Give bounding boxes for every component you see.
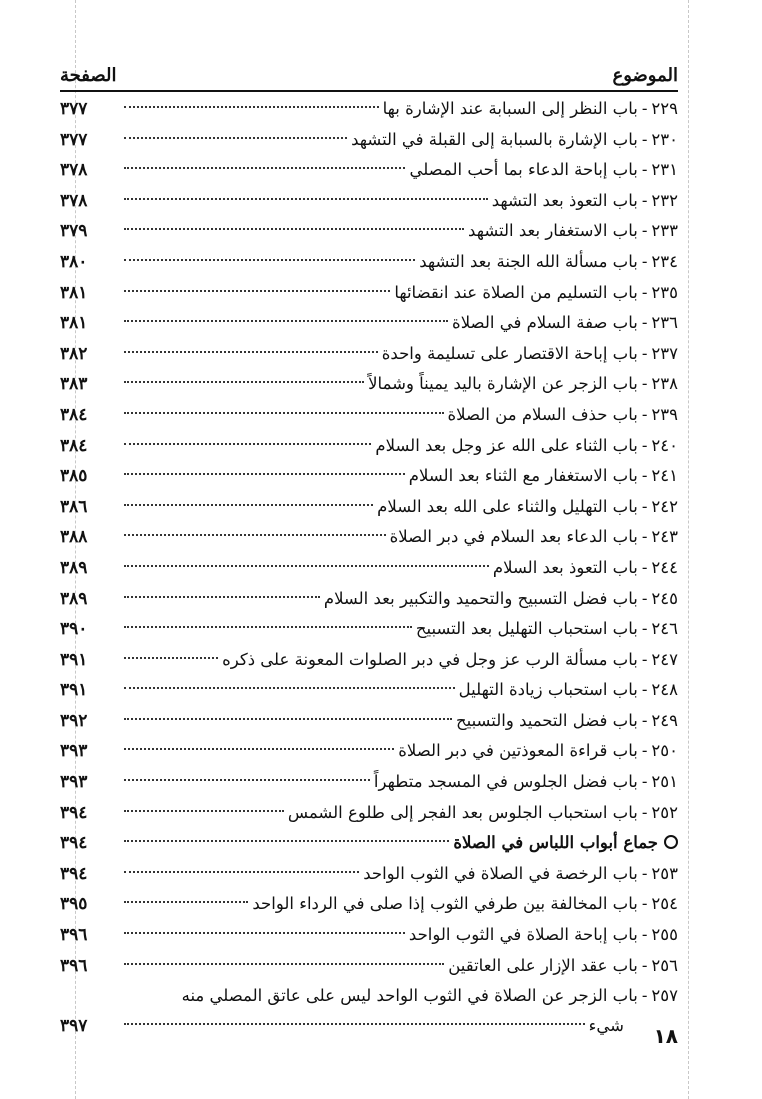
entry-title: باب فضل التسبيح والتحميد والتكبير بعد السلام <box>323 588 638 608</box>
toc-entry <box>60 492 678 523</box>
entry-page: ٣٩٦ <box>60 955 88 976</box>
entry-page: ٣٩١ <box>60 680 88 701</box>
toc-entry <box>60 278 678 309</box>
entry-title: باب استحباب زيادة التهليل <box>458 680 638 700</box>
entry-number: ٢٣٥ <box>651 282 678 302</box>
entry-dash: - <box>641 741 648 761</box>
entry-number: ٢٣٢ <box>651 190 678 210</box>
entry-dash: - <box>641 588 648 608</box>
entry-page: ٣٨٦ <box>60 496 88 517</box>
entry-title: باب فضل التحميد والتسبيح <box>455 710 638 730</box>
entry-title: باب مسألة الرب عز وجل في دبر الصلوات المعونة على ذكره <box>222 649 638 669</box>
toc-list <box>60 94 678 1042</box>
entry-dash: - <box>641 190 648 210</box>
toc-entry <box>60 461 678 492</box>
toc-entry <box>60 859 678 890</box>
leader-dots <box>124 596 320 598</box>
leader-dots <box>124 687 455 689</box>
entry-dash: - <box>641 160 648 180</box>
entry-title: باب التعوذ بعد التشهد <box>491 190 638 210</box>
entry-title: باب عقد الإزار على العاتقين <box>448 955 638 975</box>
entry-title: باب مسألة الله الجنة بعد التشهد <box>419 251 638 271</box>
toc-entry <box>60 216 678 247</box>
entry-page: ٣٨٨ <box>60 527 88 548</box>
entry-dash: - <box>641 404 648 424</box>
toc-entry <box>60 522 678 553</box>
toc-entry <box>60 247 678 278</box>
entry-page: ٣٩٦ <box>60 925 88 946</box>
toc-entry <box>60 553 678 584</box>
entry-title: باب التعوذ بعد السلام <box>492 557 638 577</box>
entry-number: ٢٤٦ <box>651 619 678 639</box>
entry-number: ٢٥٣ <box>651 863 678 883</box>
toc-entry <box>60 369 678 400</box>
entry-page: ٣٩٤ <box>60 802 88 823</box>
entry-dash: - <box>641 925 648 945</box>
entry-number: ٢٥٦ <box>651 955 678 975</box>
entry-page: ٣٧٧ <box>60 99 88 119</box>
toc-entry <box>60 308 678 339</box>
toc-entry <box>60 400 678 431</box>
entry-dash: - <box>641 99 648 118</box>
leader-dots <box>124 137 347 139</box>
entry-dash: - <box>641 772 648 792</box>
entry-title: باب التسليم من الصلاة عند انقضائها <box>394 282 638 302</box>
entry-dash: - <box>641 527 648 547</box>
page-number: ١٨ <box>653 1024 678 1048</box>
topic-column-heading: الموضوع <box>612 65 678 86</box>
entry-number: ٢٥٤ <box>651 894 678 914</box>
entry-title-line1: باب الزجر عن الصلاة في الثوب الواحد ليس على عاتق المصلي منه <box>181 986 638 1006</box>
entry-number: ٢٥٢ <box>651 802 678 822</box>
leader-dots <box>124 259 415 261</box>
toc-header <box>60 50 678 92</box>
toc-entry <box>60 431 678 462</box>
entry-dash: - <box>641 680 648 700</box>
entry-number: ٢٣٤ <box>651 251 678 271</box>
entry-title: باب الرخصة في الصلاة في الثوب الواحد <box>363 863 638 883</box>
entry-dash: - <box>641 466 648 486</box>
entry-page: ٣٧٨ <box>60 160 88 181</box>
entry-title: باب الثناء على الله عز وجل بعد السلام <box>375 435 638 455</box>
entry-dash: - <box>641 343 648 363</box>
leader-dots <box>124 473 405 475</box>
entry-dash: - <box>641 649 648 669</box>
entry-dash: - <box>641 802 648 822</box>
toc-entry <box>60 767 678 798</box>
entry-title: باب الاستغفار بعد التشهد <box>468 221 638 241</box>
entry-title: باب المخالفة بين طرفي الثوب إذا صلى في الرداء الواحد <box>252 894 638 914</box>
entry-dash: - <box>641 557 648 577</box>
entry-number: ٢٣٠ <box>651 129 678 149</box>
entry-page: ٣٨٣ <box>60 374 88 395</box>
leader-dots <box>124 443 371 445</box>
leader-dots <box>124 106 379 108</box>
entry-number: ٢٣٦ <box>651 313 678 333</box>
entry-dash: - <box>641 955 648 975</box>
entry-title: باب الإشارة بالسبابة إلى القبلة في التشهد <box>351 129 638 149</box>
entry-number: ٢٣١ <box>651 160 678 180</box>
entry-dash: - <box>641 435 648 455</box>
toc-entry <box>60 614 678 645</box>
entry-title: باب استحباب الجلوس بعد الفجر إلى طلوع الشمس <box>287 802 638 822</box>
toc-entry <box>60 889 678 920</box>
leader-dots <box>124 748 394 750</box>
entry-page: ٣٩٣ <box>60 772 88 793</box>
entry-page: ٣٧٨ <box>60 190 88 211</box>
section-title: جماع أبواب اللباس في الصلاة <box>453 833 658 853</box>
entry-dash: - <box>641 710 648 730</box>
leader-dots <box>124 167 405 169</box>
toc-section-heading <box>60 828 678 859</box>
leader-dots <box>124 871 359 873</box>
leader-dots <box>124 657 218 659</box>
entry-page: ٣٨٠ <box>60 251 88 272</box>
toc-entry <box>60 94 678 125</box>
entry-page: ٣٩١ <box>60 649 88 670</box>
entry-page: ٣٨٩ <box>60 588 88 609</box>
entry-dash: - <box>641 221 648 241</box>
entry-dash: - <box>641 619 648 639</box>
entry-title: باب الاستغفار مع الثناء بعد السلام <box>408 466 638 486</box>
leader-dots <box>124 718 452 720</box>
entry-title: باب النظر إلى السبابة عند الإشارة بها <box>382 99 638 118</box>
toc-entry <box>60 155 678 186</box>
entry-title: باب قراءة المعوذتين في دبر الصلاة <box>398 741 638 761</box>
entry-title: باب التهليل والثناء على الله بعد السلام <box>377 496 638 516</box>
entry-dash: - <box>641 894 648 914</box>
entry-title: باب إباحة الدعاء بما أحب المصلي <box>409 160 638 180</box>
entry-dash: - <box>641 129 648 149</box>
toc-entry <box>60 798 678 829</box>
entry-title: باب إباحة الصلاة في الثوب الواحد <box>408 925 638 945</box>
leader-dots <box>124 840 449 842</box>
toc-entry <box>60 706 678 737</box>
entry-number: ٢٤٧ <box>651 649 678 669</box>
toc-entry <box>60 736 678 767</box>
entry-page: ٣٩٠ <box>60 619 88 640</box>
entry-dash: - <box>641 496 648 516</box>
entry-page: ٣٨٥ <box>60 466 88 487</box>
entry-page: ٣٩٢ <box>60 710 88 731</box>
toc-page <box>60 50 678 1042</box>
leader-dots <box>124 198 488 200</box>
entry-title: باب فضل الجلوس في المسجد متطهراً <box>373 772 638 792</box>
entry-dash: - <box>641 986 648 1006</box>
entry-page: ٣٩٥ <box>60 894 88 915</box>
circle-bullet-icon <box>664 835 678 849</box>
leader-dots <box>124 565 489 567</box>
entry-title: باب استحباب التهليل بعد التسبيح <box>415 619 638 639</box>
entry-title: باب صفة السلام في الصلاة <box>452 313 638 333</box>
toc-entry <box>60 125 678 156</box>
toc-entry <box>60 584 678 615</box>
entry-number: ٢٣٣ <box>651 221 678 241</box>
entry-dash: - <box>641 863 648 883</box>
entry-number: ٢٥١ <box>651 772 678 792</box>
entry-title-line2: شيء <box>588 1016 624 1036</box>
entry-number: ٢٣٨ <box>651 374 678 394</box>
margin-guide-right <box>688 0 689 1099</box>
entry-dash: - <box>641 374 648 394</box>
entry-number: ٢٣٧ <box>651 343 678 363</box>
entry-number: ٢٢٩ <box>651 99 678 118</box>
toc-entry-continuation <box>60 1011 678 1042</box>
leader-dots <box>124 504 373 506</box>
leader-dots <box>124 381 364 383</box>
leader-dots <box>124 351 378 353</box>
leader-dots <box>124 320 448 322</box>
entry-page: ٣٩٤ <box>60 863 88 884</box>
entry-title: باب حذف السلام من الصلاة <box>447 404 638 424</box>
entry-number: ٢٤٥ <box>651 588 678 608</box>
entry-number: ٢٤٩ <box>651 710 678 730</box>
entry-page: ٣٧٧ <box>60 129 88 150</box>
entry-dash: - <box>641 282 648 302</box>
toc-entry <box>60 675 678 706</box>
entry-page: ٣٩٧ <box>60 1016 88 1037</box>
entry-number: ٢٥٥ <box>651 925 678 945</box>
toc-entry <box>60 186 678 217</box>
leader-dots <box>124 810 284 812</box>
entry-title: باب إباحة الاقتصار على تسليمة واحدة <box>381 343 638 363</box>
toc-entry <box>60 645 678 676</box>
leader-dots <box>124 412 444 414</box>
entry-page: ٣٨١ <box>60 282 88 303</box>
section-page: ٣٩٤ <box>60 833 88 854</box>
leader-dots <box>124 1023 585 1025</box>
toc-entry <box>60 339 678 370</box>
entry-title: باب الزجر عن الإشارة باليد يميناً وشمالاً <box>368 374 638 394</box>
entry-number: ٢٤٨ <box>651 680 678 700</box>
entry-number: ٢٤٣ <box>651 527 678 547</box>
entry-title: باب الدعاء بعد السلام في دبر الصلاة <box>389 527 638 547</box>
page-column-heading: الصفحة <box>60 65 117 86</box>
entry-number: ٢٤١ <box>651 466 678 486</box>
entry-page: ٣٨٩ <box>60 557 88 578</box>
entry-number: ٢٤٢ <box>651 496 678 516</box>
entry-number: ٢٥٠ <box>651 741 678 761</box>
entry-page: ٣٧٩ <box>60 221 88 242</box>
leader-dots <box>124 290 390 292</box>
entry-number: ٢٤٠ <box>651 435 678 455</box>
leader-dots <box>124 534 386 536</box>
entry-dash: - <box>641 313 648 333</box>
entry-number: ٢٣٩ <box>651 404 678 424</box>
entry-number: ٢٤٤ <box>651 557 678 577</box>
entry-page: ٣٨١ <box>60 313 88 334</box>
leader-dots <box>124 626 412 628</box>
entry-page: ٣٨٤ <box>60 435 88 456</box>
leader-dots <box>124 901 248 903</box>
toc-entry-multiline <box>60 981 678 1011</box>
entry-page: ٣٩٣ <box>60 741 88 762</box>
leader-dots <box>124 228 464 230</box>
entry-page: ٣٨٢ <box>60 343 88 364</box>
toc-entry <box>60 920 678 951</box>
entry-dash: - <box>641 251 648 271</box>
toc-entry <box>60 951 678 982</box>
entry-page: ٣٨٤ <box>60 404 88 425</box>
entry-number: ٢٥٧ <box>651 986 678 1006</box>
leader-dots <box>124 932 405 934</box>
leader-dots <box>124 779 370 781</box>
leader-dots <box>124 963 444 965</box>
